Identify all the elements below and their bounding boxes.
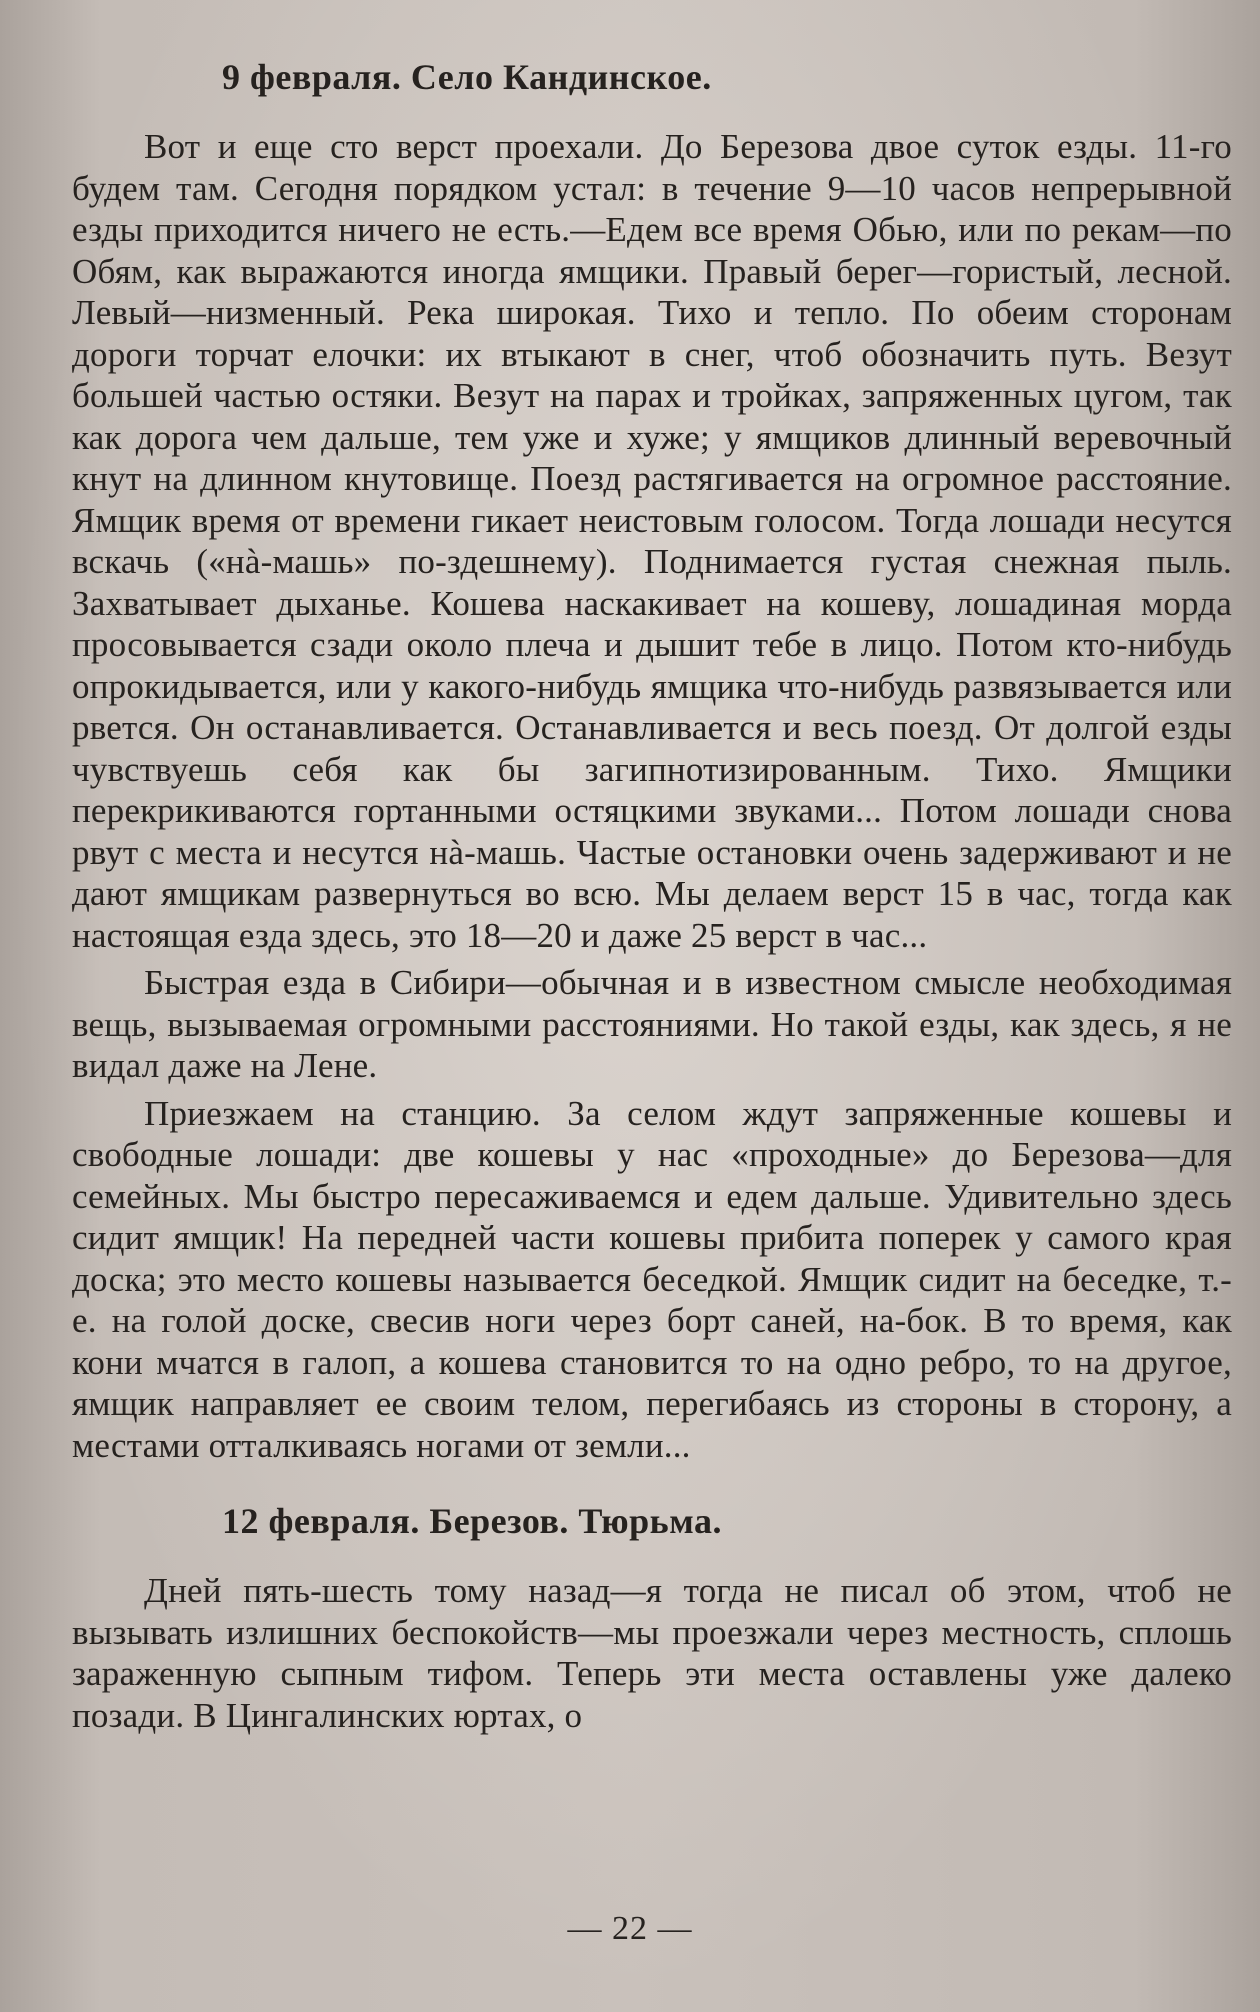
body-paragraph: Вот и еще сто верст проехали. До Березова двое суток езды. 11-го будем там. Сегодня порядком устал: в течение 9—10 часов непрерывной езды приходится ничего не есть.—Едем все время Обью, или по рекам—по Обям, как выражаются иногда ямщики. Правый берег—гористый, лесной. Левый—низменный. Река широкая. Тихо и тепло. По обеим сторонам дороги торчат елочки: их втыкают в снег, чтоб обозначить путь. Везут большей частью остяки. Везут на парах и тройках, запряженных цугом, так как дорога чем дальше, тем уже и хуже; у ямщиков длинный веревочный кнут на длинном кнутовище. Поезд растягивается на огромное расстояние. Ямщик время от времени гикает неистовым голосом. Тогда лошади несутся вскачь («нà-машь» по-здешнему). Поднимается густая снежная пыль. Захватывает дыханье. Кошева наскакивает на кошеву, лошадиная морда просовывается сзади около плеча и дышит тебе в лицо. Потом кто-нибудь опрокидывается, или у какого-нибудь ямщика что-нибудь развязывается или рвется. Он останавливается. Останавливается и весь поезд. От долгой езды чувствуешь себя как бы загипнотизированным. Тихо. Ямщики перекрикиваются гортанными остяцкими звуками... Потом лошади снова рвут с места и несутся нà-машь. Частые остановки очень задерживают и не дают ямщикам развернуться во всю. Мы делаем верст 15 в час, тогда как настоящая езда здесь, это 18—20 и даже 25 верст в час... xyxy=(72,127,1232,955)
diary-entry-feb-12 xyxy=(72,1496,1232,1736)
entry-heading: 12 февраля. Березов. Тюрьма. xyxy=(222,1501,722,1541)
body-paragraph: Быстрая езда в Сибири—обычная и в известном смысле необходимая вещь, вызываемая огромными расстояниями. Но такой езды, как здесь, я не видал даже на Лене. xyxy=(72,963,1232,1085)
body-paragraph: Дней пять-шесть тому назад—я тогда не писал об этом, чтоб не вызывать излишних беспокойств—мы проезжали через местность, сплошь зараженную сыпным тифом. Теперь эти места оставлены уже далеко позади. В Цингалинских юртах, о xyxy=(72,1571,1232,1735)
page-number: — 22 — xyxy=(567,1910,693,1947)
body-paragraph: Приезжаем на станцию. За селом ждут запряженные кошевы и свободные лошади: две кошевы у нас «проходные» до Березова—для семейных. Мы быстро пересаживаемся и едем дальше. Удивительно здесь сидит ямщик! На передней части кошевы прибита поперек у самого края доска; это место кошевы называется беседкой. Ямщик сидит на беседке, т.-е. на голой доске, свесив ноги через борт саней, на-бок. В то время, как кони мчатся в галоп, а кошева становится то на одно ребро, то на другое, ямщик направляет ее своим телом, перегибаясь из стороны в сторону, а местами отталкиваясь ногами от земли... xyxy=(72,1093,1232,1465)
entry-heading: 9 февраля. Село Кандинское. xyxy=(222,57,712,97)
diary-entry-feb-9 xyxy=(72,52,1232,1466)
